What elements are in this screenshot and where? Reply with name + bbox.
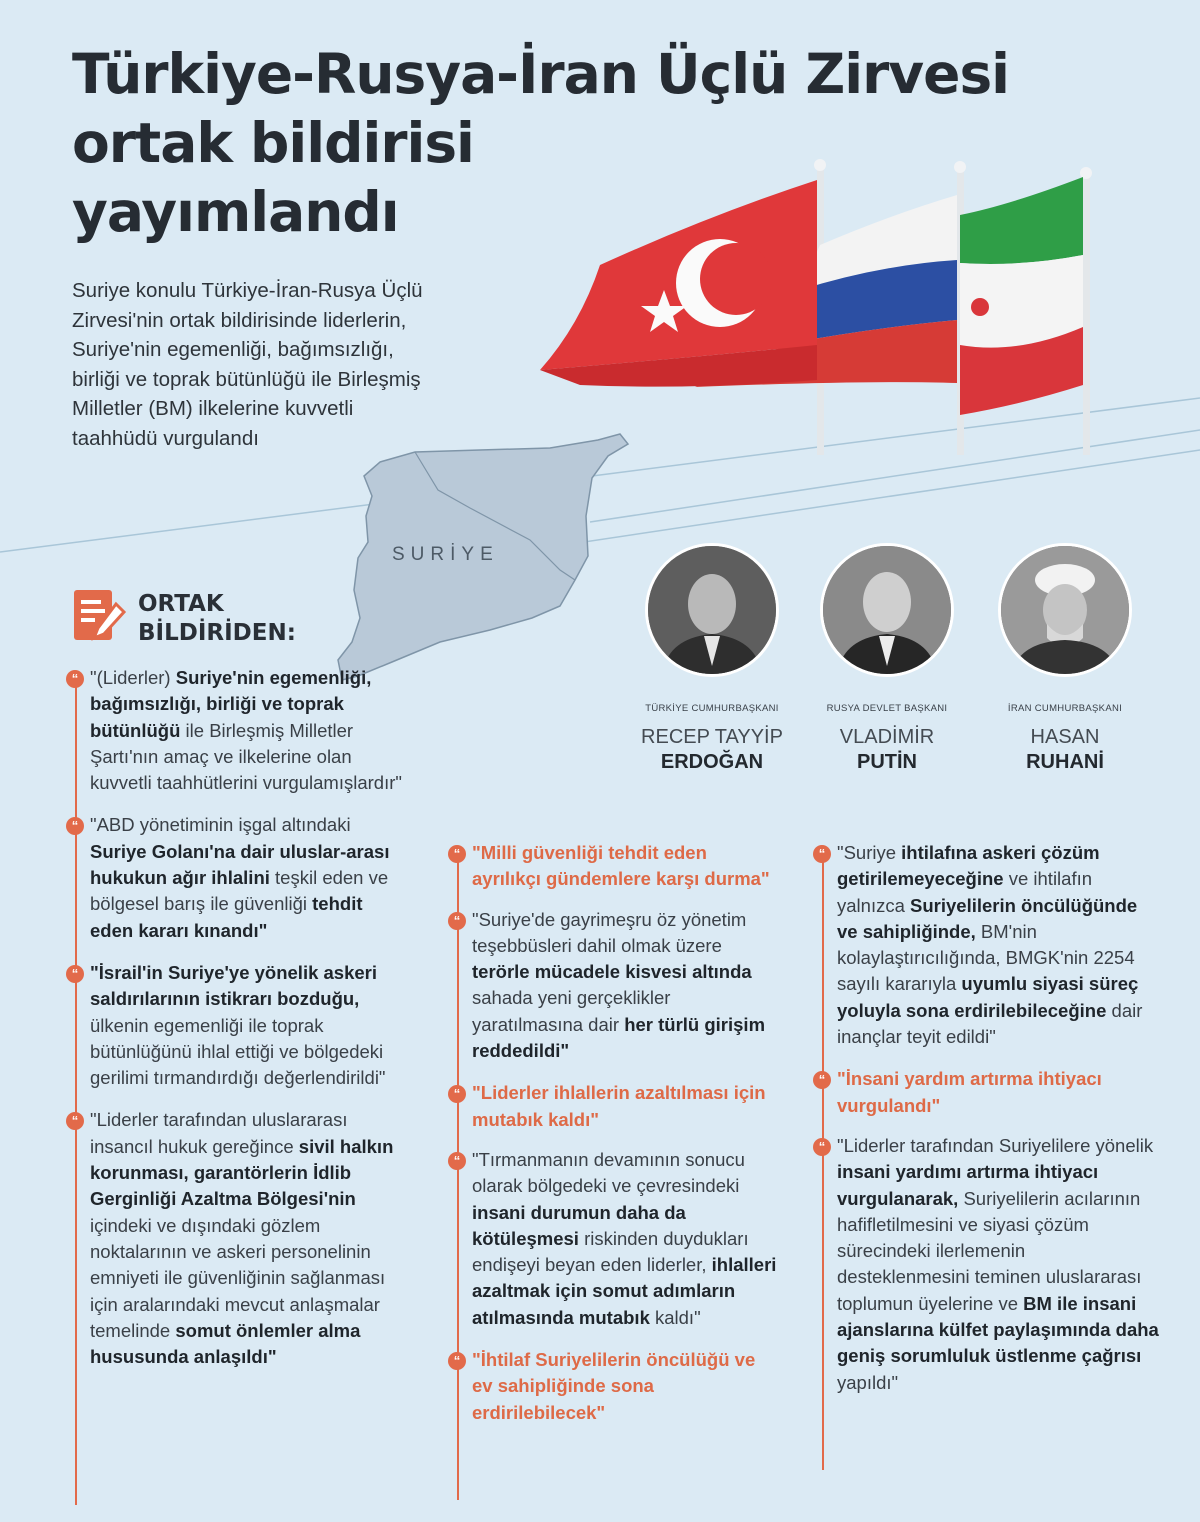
quote-text	[90, 1107, 408, 1370]
quote-column-left	[68, 665, 408, 1386]
quote-text	[90, 665, 408, 796]
quote-text-bold: ihlalleri azaltmak için somut adımların atılmasında mutabık	[472, 1254, 777, 1328]
quote-column-middle	[450, 840, 780, 1440]
turkey-flag	[540, 180, 817, 387]
title-line: ortak bildirisi	[72, 111, 474, 175]
quote-text-bold: Suriyelilerin öncülüğünde ve sahipliğinde,	[837, 894, 1138, 942]
quote-mark-icon: “	[66, 817, 84, 835]
leader-erdogan	[612, 543, 812, 775]
highlight-quote	[450, 1347, 780, 1426]
quote-column-right	[815, 840, 1160, 1412]
flags-illustration	[540, 155, 1180, 455]
quote-mark-icon: “	[448, 845, 466, 863]
quote-text	[837, 840, 1160, 1050]
quote-text-run: kaldı"	[649, 1306, 701, 1328]
quote-mark-icon: “	[448, 1352, 466, 1370]
quote-mark-icon: “	[813, 1071, 831, 1089]
quote-text-bold: insani durumun daha da kötüleşmesi	[472, 1201, 686, 1249]
quote-text	[837, 1066, 1160, 1119]
quote-text-bold: ihtilafına askeri çözüm getirilemeyeceğine	[837, 842, 1100, 890]
quote-item	[68, 1107, 408, 1370]
quote-text-bold: Suriye'nin egemenliği, bağımsızlığı, birliği ve toprak bütünlüğü	[90, 667, 372, 741]
leader-role: İRAN CUMHURBAŞKANI	[1007, 703, 1123, 714]
section-title	[138, 590, 318, 648]
quote-text-bold: sivil halkın korunması, garantörlerin İdlib Gerginliği Azaltma Bölgesi'nin	[90, 1135, 394, 1210]
quote-text-run: "Tırmanmanın devamının sonucu olarak bölgedeki ve çevresindeki	[472, 1148, 745, 1197]
leader-role: TÜRKİYE CUMHURBAŞKANI	[645, 703, 779, 714]
quote-text-run: sahada yeni gerçeklikler yaratılmasına dair	[472, 987, 671, 1035]
quote-item	[450, 907, 780, 1065]
quote-text-run: "Suriye	[837, 842, 902, 863]
quote-text	[472, 1147, 780, 1331]
quote-item	[815, 840, 1160, 1050]
quote-mark-icon: “	[66, 670, 84, 688]
leader-photo	[645, 543, 779, 677]
quote-text-run: "İhtilaf Suriyelilerin öncülüğü ve ev sahipliğinde sona erdirilebilecek"	[472, 1349, 756, 1423]
quote-mark-icon: “	[66, 1112, 84, 1130]
quote-text-run: "Liderler tarafından Suriyelilere yönelik	[837, 1134, 1154, 1156]
quote-text	[472, 1347, 780, 1426]
quote-text-run: "İnsani yardım artırma ihtiyacı vurgulandı"	[837, 1068, 1102, 1116]
quote-mark-icon: “	[448, 1152, 466, 1170]
quote-text-run: "ABD yönetiminin işgal altındaki	[90, 814, 351, 836]
quote-text	[837, 1133, 1160, 1396]
section-title-line: BİLDİRİDEN:	[138, 620, 296, 646]
leader-last-name: ERDOĞAN	[660, 751, 764, 773]
quote-text-run: içindeki ve dışındaki gözlem noktalarının ve askeri personelinin emniyeti ile güvenliğinin sağlanması için aralarındaki mevcut anlaşmalar temelinde	[90, 1214, 386, 1341]
quote-text-bold: Suriye Golanı'na dair uluslar-arası hukukun ağır ihlalini	[90, 840, 390, 889]
title-line: Türkiye-Rusya-İran Üçlü Zirvesi	[72, 42, 1010, 106]
leader-putin	[787, 543, 987, 775]
highlight-quote	[450, 1080, 780, 1133]
quote-text-bold: her türlü girişim reddedildi"	[472, 1013, 766, 1062]
leader-last-name: RUHANİ	[1026, 751, 1104, 773]
quote-text	[472, 907, 780, 1065]
quote-text-run: ile Birleşmiş Milletler Şartı'nın amaç ve ilkelerine olan kuvvetli taahhütlerini vurgulamışlardır"	[90, 719, 402, 794]
quote-item	[68, 665, 408, 796]
quote-text-run: teşkil eden ve bölgesel barış ile güvenliği	[90, 867, 389, 915]
quote-text	[472, 1080, 780, 1133]
quote-mark-icon: “	[813, 1138, 831, 1156]
quote-text-bold: terörle mücadele kisvesi altında	[472, 961, 752, 983]
leader-last-name: PUTİN	[857, 751, 917, 773]
highlight-quote	[450, 840, 780, 893]
leader-first-name: HASAN	[1030, 726, 1100, 748]
section-title-line: ORTAK	[138, 591, 224, 617]
quote-mark-icon: “	[66, 965, 84, 983]
leader-photo	[998, 543, 1132, 677]
quote-text-run: ve ihtilafın yalnızca	[837, 868, 1093, 916]
map-label: SURİYE	[392, 544, 499, 565]
quote-text-run: riskinden duydukları endişeyi beyan eden liderler,	[472, 1227, 749, 1276]
leader-first-name: RECEP TAYYİP	[641, 726, 783, 748]
quote-text-run: "Suriye'de gayrimeşru öz yönetim teşebbüsleri dahil olmak üzere	[472, 908, 747, 956]
quote-text-run: BM'nin kolaylaştırıcılığında, BMGK'nin 2254 sayılı kararıyla	[837, 920, 1135, 995]
leader-photo	[820, 543, 954, 677]
leader-ruhani	[965, 543, 1165, 775]
highlight-quote	[815, 1066, 1160, 1119]
quote-item	[68, 812, 408, 943]
leader-role: RUSYA DEVLET BAŞKANI	[826, 703, 948, 714]
quote-item	[815, 1133, 1160, 1396]
quote-text-run: yapıldı"	[837, 1371, 899, 1393]
quote-text-run: Suriyelilerin acılarının hafifletilmesini ve siyasi çözüm sürecindeki ilerlemenin desteklenmesini teminen uluslararası toplumun üyelerine ve	[837, 1187, 1142, 1314]
quote-text-bold: insani yardımı artırma ihtiyacı vurgulanarak,	[837, 1161, 1099, 1209]
title-line: yayımlandı	[72, 180, 399, 244]
quote-text-bold: uyumlu siyasi süreç yoluyla sona erdirilebileceğine	[837, 973, 1139, 1021]
quote-text	[90, 812, 408, 943]
quote-text-run: "Liderler ihlallerin azaltılması için mutabık kaldı"	[472, 1082, 766, 1130]
iran-flag	[960, 177, 1083, 415]
intro-paragraph: Suriye konulu Türkiye-İran-Rusya Üçlü Zirvesi'nin ortak bildirisinde liderlerin, Suriye'nin egemenliği, bağımsızlığı, birliği ve toprak bütünlüğü ile Birleşmiş Milletler (BM) ilkelerine kuvvetli taahhüdü vurgulandı	[72, 279, 423, 450]
quote-text-bold: "İsrail'in Suriye'ye yönelik askeri saldırılarının istikrarı bozduğu,	[90, 961, 378, 1010]
quote-text-bold: BM ile insani ajanslarına külfet paylaşımında daha geniş sorumluluk üstlenme çağrısı	[837, 1292, 1159, 1367]
quote-text-run: "Liderler tarafından uluslararası insancıl hukuk gereğince	[90, 1109, 348, 1157]
quote-item	[68, 960, 408, 1091]
quote-mark-icon: “	[448, 1085, 466, 1103]
leader-first-name: VLADİMİR	[839, 726, 935, 748]
quote-text-bold: somut önlemler alma hususunda anlaşıldı"	[90, 1319, 361, 1368]
quote-text-run: dair inançlar teyit edildi"	[837, 999, 1143, 1048]
quote-mark-icon: “	[813, 845, 831, 863]
quote-text-run: ülkenin egemenliği ile toprak bütünlüğünü ihlal ettiği ve bölgedeki gerilimi tırmandırdığı değerlendirildi"	[90, 1014, 386, 1089]
quote-text-bold: tehdit eden kararı kınandı"	[90, 893, 363, 941]
quote-text-run: "Milli güvenliği tehdit eden ayrılıkçı gündemlere karşı durma"	[472, 842, 770, 890]
document-pen-icon	[70, 586, 130, 646]
quote-text	[472, 840, 780, 893]
quote-text-run: "(Liderler)	[90, 667, 176, 688]
syria-map	[320, 430, 640, 690]
quote-text	[90, 960, 408, 1091]
quote-mark-icon: “	[448, 912, 466, 930]
quote-item	[450, 1147, 780, 1331]
